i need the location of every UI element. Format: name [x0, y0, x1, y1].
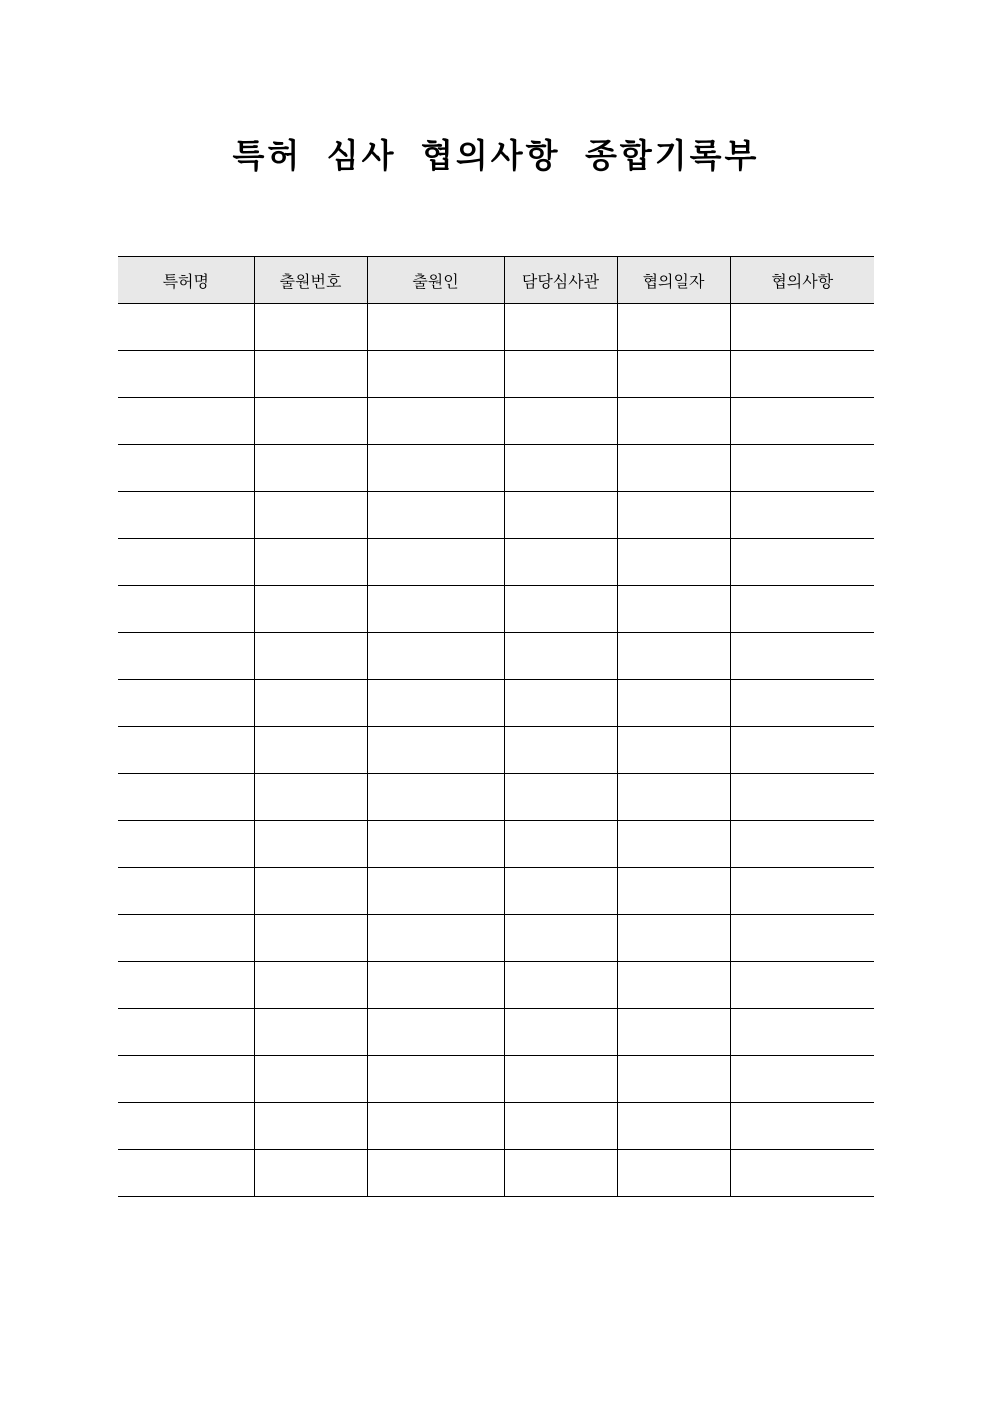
- table-row: [118, 774, 874, 821]
- header-application-number: 출원번호: [254, 257, 367, 304]
- cell-patent-name[interactable]: [118, 915, 254, 962]
- cell-application-number[interactable]: [254, 680, 367, 727]
- cell-consultation-details[interactable]: [730, 1009, 874, 1056]
- table-row: [118, 727, 874, 774]
- table-row: [118, 398, 874, 445]
- table-body: [118, 304, 874, 1197]
- cell-consultation-details[interactable]: [730, 868, 874, 915]
- cell-examiner[interactable]: [504, 680, 617, 727]
- cell-consultation-date[interactable]: [617, 962, 730, 1009]
- cell-consultation-details[interactable]: [730, 445, 874, 492]
- cell-examiner[interactable]: [504, 962, 617, 1009]
- record-table: [118, 256, 874, 1197]
- cell-applicant[interactable]: [367, 680, 504, 727]
- cell-patent-name[interactable]: [118, 445, 254, 492]
- cell-patent-name[interactable]: [118, 398, 254, 445]
- cell-application-number[interactable]: [254, 727, 367, 774]
- cell-consultation-date[interactable]: [617, 304, 730, 351]
- cell-examiner[interactable]: [504, 586, 617, 633]
- cell-application-number[interactable]: [254, 351, 367, 398]
- table-row: [118, 680, 874, 727]
- cell-consultation-date[interactable]: [617, 586, 730, 633]
- cell-consultation-details[interactable]: [730, 492, 874, 539]
- cell-application-number[interactable]: [254, 962, 367, 1009]
- cell-applicant[interactable]: [367, 868, 504, 915]
- cell-consultation-date[interactable]: [617, 398, 730, 445]
- cell-examiner[interactable]: [504, 304, 617, 351]
- cell-patent-name[interactable]: [118, 1056, 254, 1103]
- cell-examiner[interactable]: [504, 445, 617, 492]
- table-row: [118, 915, 874, 962]
- cell-patent-name[interactable]: [118, 680, 254, 727]
- cell-consultation-details[interactable]: [730, 633, 874, 680]
- cell-consultation-date[interactable]: [617, 1056, 730, 1103]
- cell-application-number[interactable]: [254, 1056, 367, 1103]
- header-examiner: 담당심사관: [504, 257, 617, 304]
- table-row: [118, 1009, 874, 1056]
- cell-application-number[interactable]: [254, 492, 367, 539]
- cell-patent-name[interactable]: [118, 1150, 254, 1197]
- cell-application-number[interactable]: [254, 445, 367, 492]
- cell-application-number[interactable]: [254, 868, 367, 915]
- cell-applicant[interactable]: [367, 304, 504, 351]
- cell-consultation-details[interactable]: [730, 1056, 874, 1103]
- cell-consultation-details[interactable]: [730, 304, 874, 351]
- cell-examiner[interactable]: [504, 915, 617, 962]
- cell-consultation-details[interactable]: [730, 727, 874, 774]
- table-row: [118, 351, 874, 398]
- cell-consultation-date[interactable]: [617, 774, 730, 821]
- cell-consultation-date[interactable]: [617, 1150, 730, 1197]
- cell-patent-name[interactable]: [118, 539, 254, 586]
- cell-patent-name[interactable]: [118, 821, 254, 868]
- cell-consultation-date[interactable]: [617, 351, 730, 398]
- cell-consultation-date[interactable]: [617, 633, 730, 680]
- cell-consultation-details[interactable]: [730, 962, 874, 1009]
- cell-applicant[interactable]: [367, 351, 504, 398]
- cell-consultation-details[interactable]: [730, 1103, 874, 1150]
- table-row: [118, 445, 874, 492]
- cell-consultation-date[interactable]: [617, 680, 730, 727]
- table-row: [118, 633, 874, 680]
- cell-patent-name[interactable]: [118, 868, 254, 915]
- cell-examiner[interactable]: [504, 1009, 617, 1056]
- table-row: [118, 821, 874, 868]
- cell-application-number[interactable]: [254, 1150, 367, 1197]
- cell-applicant[interactable]: [367, 492, 504, 539]
- cell-application-number[interactable]: [254, 633, 367, 680]
- cell-applicant[interactable]: [367, 633, 504, 680]
- cell-examiner[interactable]: [504, 868, 617, 915]
- cell-consultation-details[interactable]: [730, 821, 874, 868]
- header-patent-name: 특허명: [118, 257, 254, 304]
- cell-applicant[interactable]: [367, 398, 504, 445]
- cell-application-number[interactable]: [254, 586, 367, 633]
- cell-applicant[interactable]: [367, 915, 504, 962]
- cell-application-number[interactable]: [254, 1103, 367, 1150]
- cell-examiner[interactable]: [504, 398, 617, 445]
- table-row: [118, 1103, 874, 1150]
- cell-applicant[interactable]: [367, 774, 504, 821]
- cell-applicant[interactable]: [367, 586, 504, 633]
- cell-applicant[interactable]: [367, 1056, 504, 1103]
- cell-application-number[interactable]: [254, 915, 367, 962]
- cell-consultation-details[interactable]: [730, 586, 874, 633]
- table-row: [118, 962, 874, 1009]
- cell-patent-name[interactable]: [118, 727, 254, 774]
- cell-consultation-date[interactable]: [617, 492, 730, 539]
- cell-application-number[interactable]: [254, 304, 367, 351]
- cell-examiner[interactable]: [504, 774, 617, 821]
- cell-consultation-date[interactable]: [617, 915, 730, 962]
- cell-patent-name[interactable]: [118, 633, 254, 680]
- cell-applicant[interactable]: [367, 539, 504, 586]
- table-row: [118, 492, 874, 539]
- table-row: [118, 304, 874, 351]
- cell-applicant[interactable]: [367, 727, 504, 774]
- cell-applicant[interactable]: [367, 1009, 504, 1056]
- cell-consultation-details[interactable]: [730, 774, 874, 821]
- cell-patent-name[interactable]: [118, 1103, 254, 1150]
- cell-consultation-date[interactable]: [617, 1103, 730, 1150]
- cell-examiner[interactable]: [504, 727, 617, 774]
- cell-examiner[interactable]: [504, 492, 617, 539]
- header-row: [118, 257, 874, 304]
- table-row: [118, 868, 874, 915]
- cell-patent-name[interactable]: [118, 304, 254, 351]
- cell-examiner[interactable]: [504, 821, 617, 868]
- cell-examiner[interactable]: [504, 633, 617, 680]
- cell-consultation-date[interactable]: [617, 539, 730, 586]
- cell-applicant[interactable]: [367, 1103, 504, 1150]
- cell-consultation-date[interactable]: [617, 727, 730, 774]
- cell-applicant[interactable]: [367, 1150, 504, 1197]
- cell-consultation-date[interactable]: [617, 1009, 730, 1056]
- cell-consultation-details[interactable]: [730, 680, 874, 727]
- cell-patent-name[interactable]: [118, 492, 254, 539]
- cell-patent-name[interactable]: [118, 351, 254, 398]
- cell-application-number[interactable]: [254, 774, 367, 821]
- header-applicant: 출원인: [367, 257, 504, 304]
- cell-application-number[interactable]: [254, 1009, 367, 1056]
- cell-applicant[interactable]: [367, 821, 504, 868]
- table-header: [118, 257, 874, 304]
- cell-examiner[interactable]: [504, 1150, 617, 1197]
- header-consultation-details: 협의사항: [730, 257, 874, 304]
- cell-examiner[interactable]: [504, 351, 617, 398]
- cell-consultation-date[interactable]: [617, 868, 730, 915]
- cell-patent-name[interactable]: [118, 962, 254, 1009]
- cell-consultation-date[interactable]: [617, 445, 730, 492]
- cell-application-number[interactable]: [254, 398, 367, 445]
- cell-consultation-details[interactable]: [730, 539, 874, 586]
- table-row: [118, 586, 874, 633]
- cell-consultation-details[interactable]: [730, 398, 874, 445]
- table-row: [118, 1150, 874, 1197]
- cell-examiner[interactable]: [504, 1056, 617, 1103]
- cell-examiner[interactable]: [504, 539, 617, 586]
- cell-application-number[interactable]: [254, 821, 367, 868]
- page-title: 특허 심사 협의사항 종합기록부: [232, 136, 760, 175]
- cell-consultation-details[interactable]: [730, 1150, 874, 1197]
- table-row: [118, 1056, 874, 1103]
- cell-applicant[interactable]: [367, 445, 504, 492]
- cell-consultation-details[interactable]: [730, 351, 874, 398]
- cell-patent-name[interactable]: [118, 1009, 254, 1056]
- header-consultation-date: 협의일자: [617, 257, 730, 304]
- cell-consultation-details[interactable]: [730, 915, 874, 962]
- cell-examiner[interactable]: [504, 1103, 617, 1150]
- cell-consultation-date[interactable]: [617, 821, 730, 868]
- table-row: [118, 539, 874, 586]
- cell-patent-name[interactable]: [118, 586, 254, 633]
- cell-applicant[interactable]: [367, 962, 504, 1009]
- cell-patent-name[interactable]: [118, 774, 254, 821]
- cell-application-number[interactable]: [254, 539, 367, 586]
